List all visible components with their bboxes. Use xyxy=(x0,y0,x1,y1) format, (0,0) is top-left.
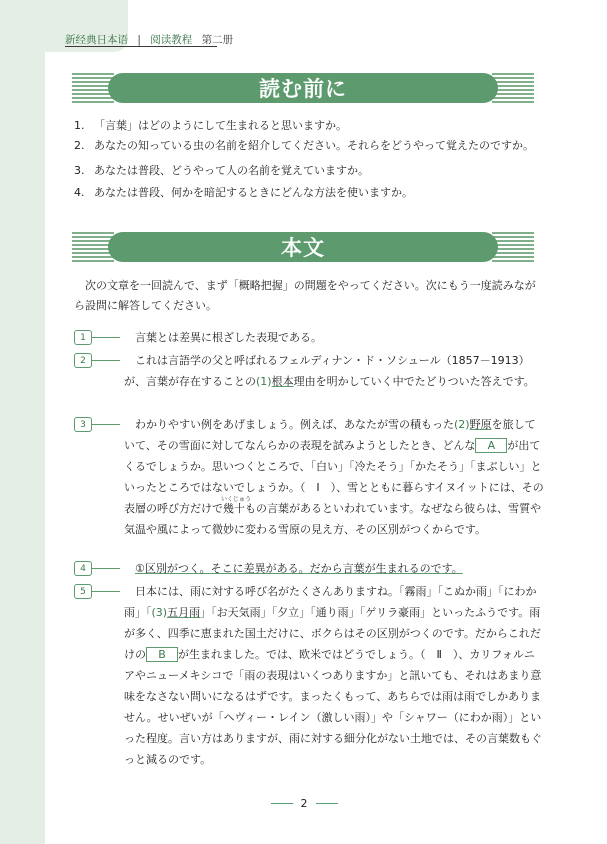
underlined-word: 野原 xyxy=(469,418,492,431)
question-marker: (2) xyxy=(454,418,470,431)
left-margin-strip xyxy=(0,0,45,844)
question-text: あなたは普段、どうやって人の名前を覚えていますか。 xyxy=(94,164,369,177)
ruby-base: 幾十 xyxy=(223,502,245,515)
paragraph-number: 5 xyxy=(74,584,92,599)
pre-reading-questions xyxy=(74,116,544,202)
course-name: 阅读教程 xyxy=(150,34,193,46)
paragraph-3 xyxy=(74,414,544,564)
header-rule xyxy=(65,46,217,47)
paragraph-text xyxy=(124,581,544,770)
question-number: 1. xyxy=(74,119,85,132)
question-text: あなたの知っている虫の名前を紹介してください。それらをどうやって覚えたのですか。 xyxy=(94,139,534,152)
underlined-word: 五月雨 xyxy=(167,606,201,619)
paragraph-5 xyxy=(74,581,544,771)
question-text: 「言葉」はどのようにして生まれると思いますか。 xyxy=(94,119,347,132)
paragraph-connector xyxy=(92,337,120,338)
paragraph-connector xyxy=(92,360,120,361)
section-banner-main-text xyxy=(72,232,534,262)
sentence: 理由を明かしていく中でたどりついた答えです。 xyxy=(293,375,535,388)
section-title: 読む前に xyxy=(108,73,498,103)
footer-line-left xyxy=(271,803,293,804)
sentence: を旅していて、その雪面に対してなんらかの表現を試みようとしたとき、どんな xyxy=(124,418,536,452)
section-title: 本文 xyxy=(108,232,498,262)
paragraph-connector xyxy=(92,591,120,592)
question-number: 4. xyxy=(74,186,85,199)
ruby-word xyxy=(221,496,252,519)
paragraph-connector xyxy=(92,568,120,569)
paragraph-connector xyxy=(92,424,120,425)
running-header xyxy=(65,32,239,47)
section-banner-before-reading xyxy=(72,73,534,103)
sentence: わかりやすい例をあげましょう。例えば、あなたが雪の積もった xyxy=(135,418,454,431)
paragraph-number: 3 xyxy=(74,417,92,432)
question-item xyxy=(74,116,544,135)
sentence: が出てくるでしょうか。思いつくところで、「白い」「冷たそう」「かたそう」「まぶしい」といったところではないでしょうか。（ Ⅰ ）、雪とともに暮らすイヌイットには、その表層の呼び方だけで xyxy=(124,439,544,515)
paragraph-text xyxy=(124,414,544,540)
sentence: 」「お天気雨」「夕立」「通り雨」「ゲリラ豪雨」といったふうです。雨が多く、四季に恵まれた国土だけに、ボクらはその区別がつくのです。だからこれだけの xyxy=(124,606,541,661)
sentence: これは言語学の父と呼ばれるフェルディナン・ド・ソシュール（1857－1913）が、言葉が存在することの xyxy=(124,354,530,388)
paragraph-number: 2 xyxy=(74,353,92,368)
banner-stripes-right xyxy=(492,73,534,103)
instructions: 次の文章を一回読んで、まず「概略把握」の問題をやってください。次にもう一度読みながら設問に解答してください。 xyxy=(74,279,536,312)
paragraph-2 xyxy=(74,350,544,394)
ruby-reading: いくじゅう xyxy=(221,496,252,503)
header-separator: | xyxy=(137,34,141,46)
footer-line-right xyxy=(316,803,338,804)
sentence: もの言葉があるといわれています。なぜなら彼らは、雪質や気温や風によって微妙に変わる雪原の見え方、その区別がつくからです。 xyxy=(124,502,542,536)
paragraph-text xyxy=(124,350,544,392)
question-number: 3. xyxy=(74,164,85,177)
question-text: あなたは普段、何かを暗記するときにどんな方法を使いますか。 xyxy=(94,186,413,199)
paragraph-number: 4 xyxy=(74,561,92,576)
sentence: 言葉とは差異に根ざした表現である。 xyxy=(135,331,322,344)
question-item xyxy=(74,161,544,180)
question-marker: (3) xyxy=(151,606,168,619)
blank-box: B xyxy=(146,647,178,662)
volume-name: 第二册 xyxy=(201,34,234,46)
banner-stripes-right xyxy=(492,232,534,262)
paragraph-4 xyxy=(74,558,544,580)
question-marker: (1) xyxy=(256,375,272,388)
book-title: 新经典日本语 xyxy=(65,34,128,46)
underlined-sentence: ①区別がつく。そこに差異がある。だから言葉が生まれるのです。 xyxy=(135,562,463,575)
question-item xyxy=(74,183,544,202)
question-number: 2. xyxy=(74,139,85,152)
page-number: 2 xyxy=(300,796,308,810)
paragraph-number: 1 xyxy=(74,330,92,345)
blank-box: A xyxy=(475,438,507,453)
paragraph-text xyxy=(124,558,544,579)
question-item xyxy=(74,136,544,155)
paragraph-1 xyxy=(74,327,544,349)
paragraph-text xyxy=(124,327,544,348)
sentence: が生まれました。では、欧米ではどうでしょう。（ Ⅱ ）、カリフォルニアやニューメキシコで「雨の表現はいくつありますか」と訊いても、それはあまり意味をなさない問いになるはずです。まったくもって、あちらでは雨は雨でしかありません。せいぜいが「ヘヴィー・レイン（激しい雨）」や「シャワー（にわか雨）」といった程度。言い方はありますが、雨に対する細分化がない土地では、その言葉数もぐっと減るのです。 xyxy=(124,648,542,766)
page-footer xyxy=(262,796,346,810)
underlined-word: 根本 xyxy=(271,375,294,388)
sentence: 日本には、雨に対する呼び名がたくさんありますね。「霧雨」「こぬか雨」「にわか雨」「 xyxy=(124,585,537,619)
